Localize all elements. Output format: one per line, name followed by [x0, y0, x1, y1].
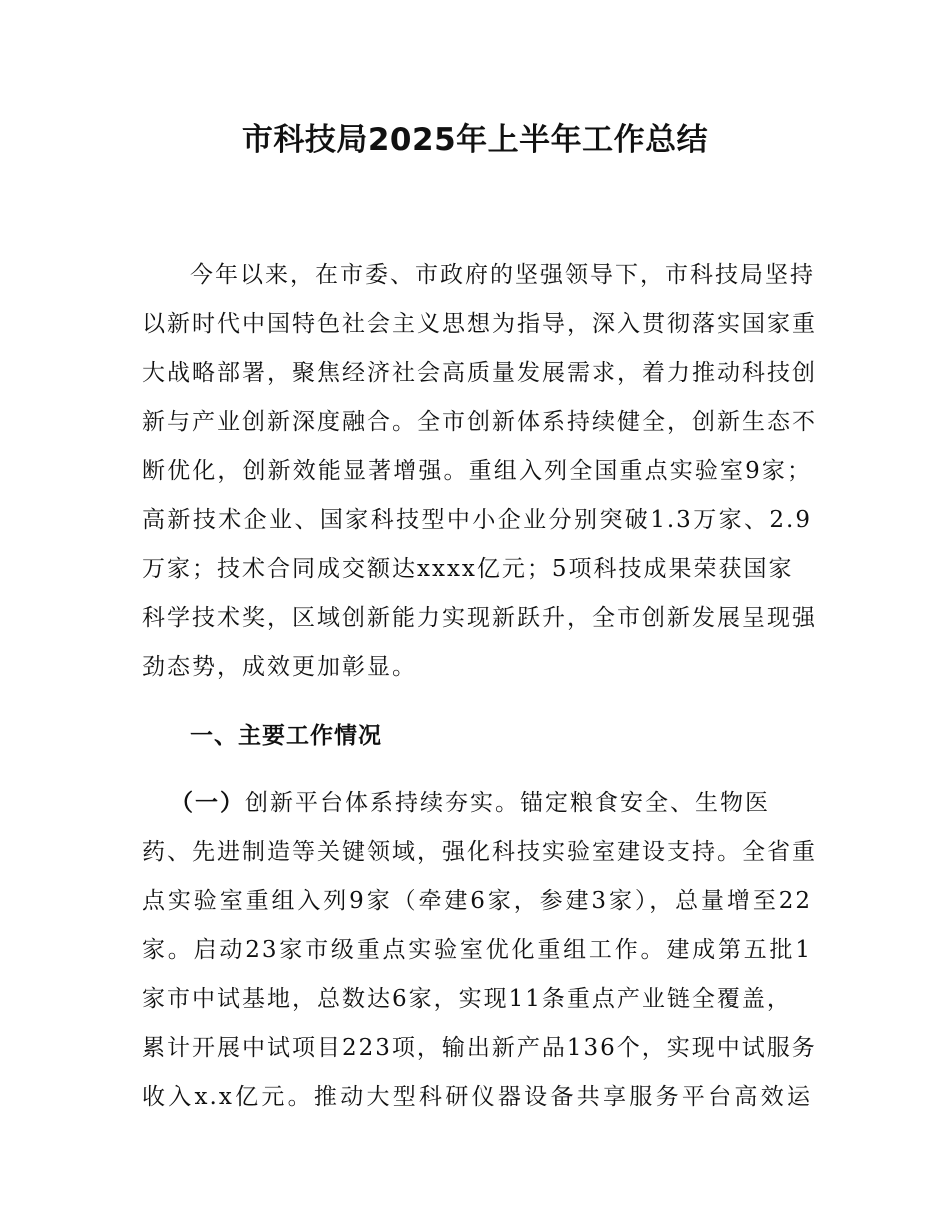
subsection-1-line-3: 点实验室重组入列9家（牵建6家，参建3家），总量增至22: [142, 888, 812, 914]
subsection-1-line-6: 累计开展中试项目223项，输出新产品136个，实现中试服务: [142, 1035, 817, 1061]
intro-line-6: 高新技术企业、国家科技型中小企业分别突破1.3万家、2.9: [142, 507, 812, 533]
subsection-1-line-2: 药、先进制造等关键领域，强化科技实验室建设支持。全省重: [142, 839, 817, 865]
subsection-1-line-1: [170, 786, 812, 820]
intro-line-1: 今年以来，在市委、市政府的坚强领导下，市科技局坚持: [190, 262, 815, 288]
subsection-1-line-4: 家。启动23家市级重点实验室优化重组工作。建成第五批1: [142, 937, 812, 963]
intro-line-5: 断优化，创新效能显著增强。重组入列全国重点实验室9家；: [142, 458, 812, 484]
intro-line-7: 万家；技术合同成交额达xxxx亿元；5项科技成果荣获国家: [142, 556, 794, 582]
intro-line-3: 大战略部署，聚焦经济社会高质量发展需求，着力推动科技创: [142, 360, 817, 386]
subsection-1-line-7: 收入x.x亿元。推动大型科研仪器设备共享服务平台高效运: [142, 1084, 812, 1110]
subsection-1-line-5: 家市中试基地，总数达6家，实现11条重点产业链全覆盖，: [142, 986, 792, 1012]
subsection-1-line-1-text: 创新平台体系持续夯实。锚定粮食安全、生物医: [245, 790, 770, 816]
subsection-1-lead: （一）: [170, 790, 245, 816]
document-title: 市科技局2025年上半年工作总结: [241, 122, 709, 158]
intro-line-9: 劲态势，成效更加彰显。: [142, 654, 417, 680]
intro-line-2: 以新时代中国特色社会主义思想为指导，深入贯彻落实国家重: [142, 311, 817, 337]
intro-line-8: 科学技术奖，区域创新能力实现新跃升，全市创新发展呈现强: [142, 605, 817, 631]
section-heading-main-work: 一、主要工作情况: [190, 723, 382, 749]
intro-line-4: 新与产业创新深度融合。全市创新体系持续健全，创新生态不: [142, 409, 817, 435]
